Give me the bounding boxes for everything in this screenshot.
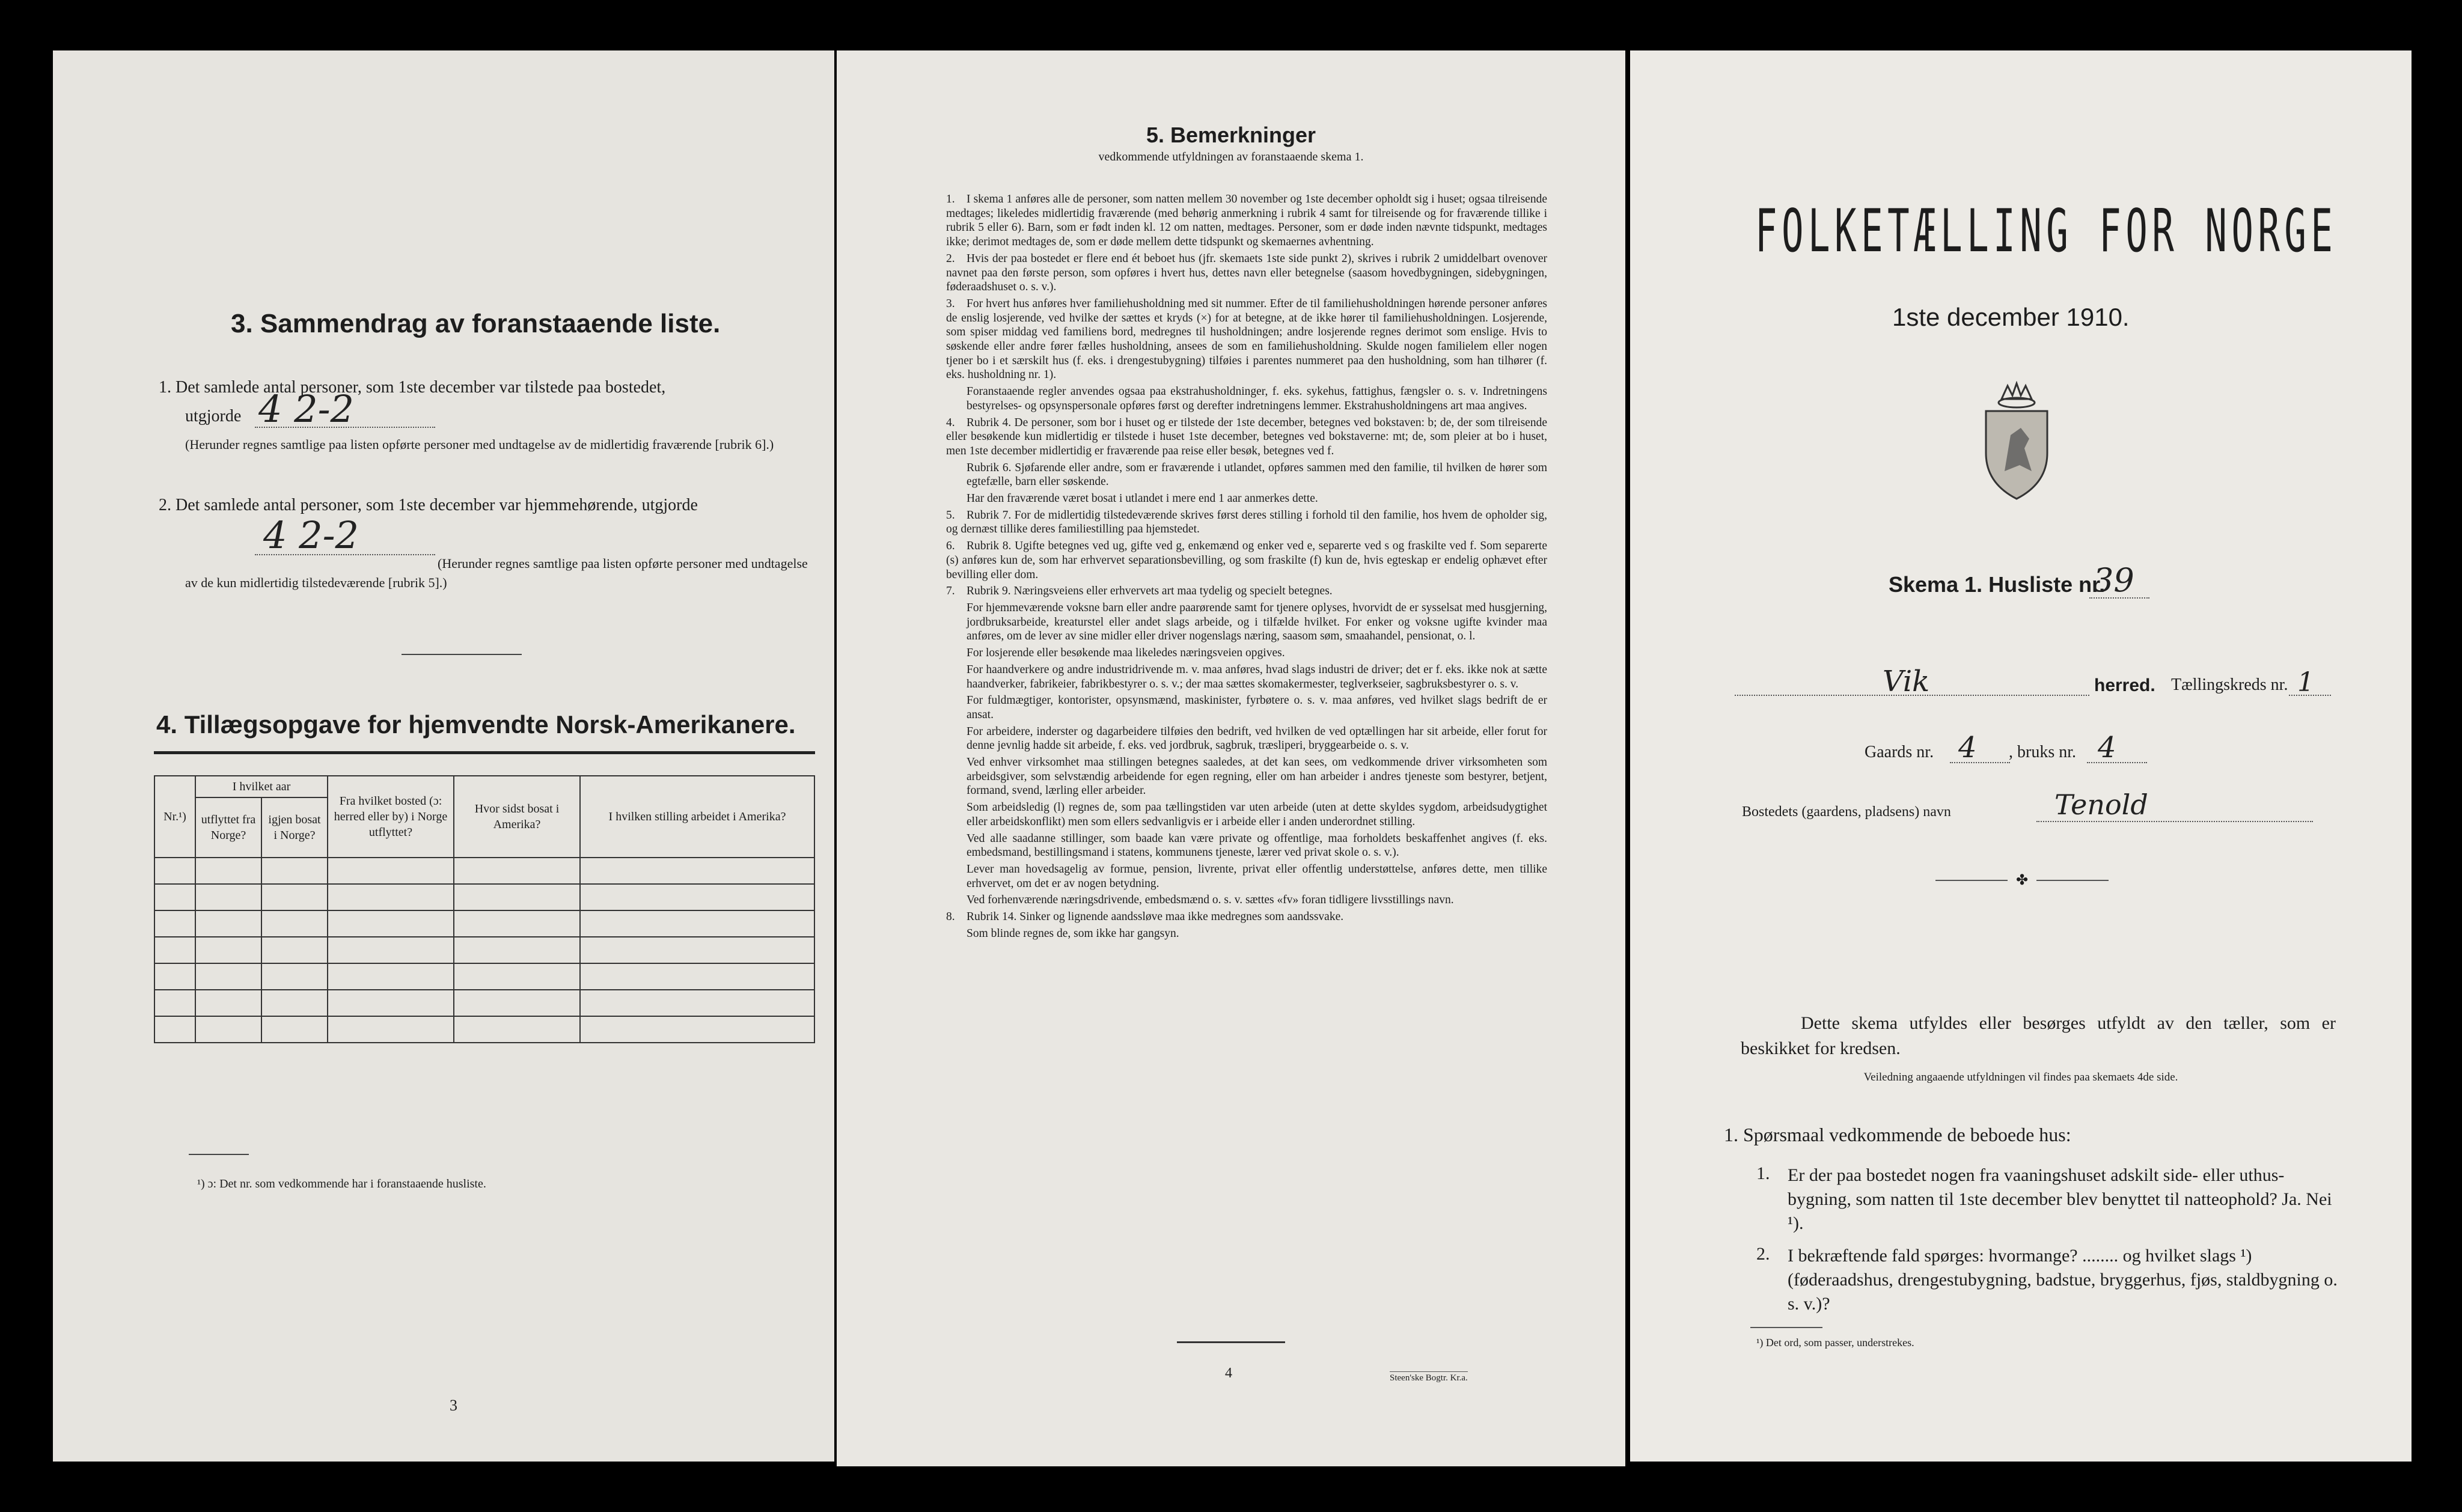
kreds-line bbox=[2289, 695, 2331, 696]
table-cell bbox=[195, 1016, 261, 1043]
table-cell bbox=[580, 963, 814, 990]
remark-6: 6. Rubrik 8. Ugifte betegnes ved ug, gifte ved g, enkemænd og enker ved e, separerte ved s og fraskilte ved f. Som separerte (s) anføres kun de, som har erhvervet separationsbevilling, og som fraskilte (f) kun de, hvis egteskap er endelig ophævet efter bevilling eller dom. bbox=[946, 540, 1547, 581]
remark-7-cont: Ved enhver virksomhet maa stillingen betegnes saaledes, at det kan sees, om vedkommende driver virksomheten som arbeidsgiver, som selvstændig arbeidende for egen regning, eller om han arbeider i andres tjeneste som bestyrer, betjent, formand, svend, lærling eller arbeider. bbox=[967, 756, 1547, 797]
item1-note: (Herunder regnes samtlige paa listen opførte personer med undtagelse av de midlertidig fraværende [rubrik 6].) bbox=[185, 437, 774, 452]
gaards-value: 4 bbox=[1958, 731, 1977, 764]
item2-note: (Herunder regnes samtlige paa listen opførte personer med undtagelse av de kun midlertidig tilstedeværende [rubrik 5].) bbox=[185, 556, 808, 590]
remark-1: 1. I skema 1 anføres alle de personer, som natten mellem 30 november og 1ste december opholdt sig i huset; ogsaa tilreisende medtages; likeledes midlertidig fraværende (med behørig anmerkning i rubrik 4 samt for tilreisende og for fraværende tillike i rubrik 5 eller 6). Barn, som er født inden kl. 12 om natten, medtages. Personer, som er døde inden nævnte tidspunkt, medtages ikke; derimot medtages de, som er døde mellem dette tidspunkt og skemaernes avhentning. bbox=[946, 193, 1547, 249]
gaards-label: Gaards nr. bbox=[1865, 743, 1934, 761]
table-cell bbox=[154, 884, 195, 910]
table-cell bbox=[328, 963, 454, 990]
herred-value: Vik bbox=[1883, 665, 1930, 698]
col-fra-bosted: Fra hvilket bosted (ɔ: herred eller by) i Norge utflyttet? bbox=[328, 776, 454, 858]
col-nr: Nr.¹) bbox=[154, 776, 195, 858]
table-cell bbox=[154, 858, 195, 884]
bruks-value: 4 bbox=[2098, 731, 2116, 764]
section3-title: 3. Sammendrag av foranstaaende liste. bbox=[231, 309, 721, 338]
page-number: 3 bbox=[450, 1397, 457, 1414]
remarks-subtitle: vedkommende utfyldningen av foranstaaende skema 1. bbox=[1098, 150, 1364, 163]
remark-7-cont: Lever man hovedsagelig av formue, pension, livrente, privat eller offentlig understøttelse, anføres dette, men tillike erhvervet, om det er av nogen betydning. bbox=[967, 862, 1547, 890]
table-cell bbox=[580, 858, 814, 884]
veiledning-text: Veiledning angaaende utfyldningen vil findes paa skemaets 4de side. bbox=[1863, 1071, 2178, 1084]
table-cell bbox=[195, 937, 261, 963]
remark-7-cont: Ved forhenværende næringsdrivende, embedsmænd o. s. v. sættes «fv» foran tidligere livsstillings navn. bbox=[967, 894, 1454, 907]
remark-4: 4. Rubrik 4. De personer, som bor i huset og er tilstede der 1ste december, betegnes ved bokstaven: b; de, der som tilreisende eller besøkende kun midlertidig er tilstede i huset 1ste december, betegnes ved bokstaverne: mt; de, som pleier at bo i huset, men 1ste december midlertidig er fraværende paa reise eller besøk, betegnes ved f. bbox=[946, 416, 1547, 457]
remark-7-cont: For fuldmægtiger, kontorister, opsynsmænd, maskinister, fyrbøtere o. s. v. maa anføres, ved hvilket slags bedrift de er ansat. bbox=[967, 694, 1547, 721]
page-left bbox=[53, 50, 834, 1462]
col-sidst-bosat: Hvor sidst bosat i Amerika? bbox=[454, 776, 580, 858]
table-cell bbox=[328, 1016, 454, 1043]
divider bbox=[402, 654, 522, 655]
item2-value: 4 2-2 bbox=[263, 513, 359, 557]
intro-text: Dette skema utfyldes eller besørges utfyldt av den tæller, som er beskikket for kredsen. bbox=[1741, 1013, 2336, 1058]
table-cell bbox=[261, 937, 328, 963]
table-cell bbox=[454, 990, 580, 1016]
remark-7-cont: For arbeidere, inderster og dagarbeidere tilføies den bedrift, ved hvilken de ved optællingen har sit arbeide, eller forut for denne jevnlig hadde sit arbeide, f. eks. ved jordbruk, sagbruk, træsliperi, bryggearbeide o. s. v. bbox=[967, 725, 1547, 752]
q1-text: Er der paa bostedet nogen fra vaaningshuset adskilt side- eller uthus-bygning, som natten til 1ste december blev benyttet til natteophold? Ja. Nei ¹). bbox=[1788, 1165, 2332, 1233]
bosted-line bbox=[2036, 821, 2313, 822]
remark-7-cont: For hjemmeværende voksne barn eller andre paarørende samt for tjenere oplyses, hvorvidt de er sysselsat med husgjerning, jordbruksarbeide, kreaturstel eller andet slags arbeide, og i tilfælde hvilket. For enker og voksne ugifte kvinder maa anføres, om de lever av sine midler eller driver nogenslags næring, saasom søm, smaahandel, pensionat, o. l. bbox=[967, 601, 1547, 643]
remark-7-cont: For haandverkere og andre industridrivende m. v. maa anføres, hvad slags industri de driver; det er f. eks. ikke nok at sætte haandverker, fabrikeier, fabrikbestyrer o. s. v.; der maa sættes skomakermester, teglverkseier, sagbruksbestyrer o. s. v. bbox=[967, 663, 1547, 690]
table-cell bbox=[454, 937, 580, 963]
ornament-icon: ✤ bbox=[2016, 873, 2029, 888]
remarks-list bbox=[946, 192, 1547, 943]
table-cell bbox=[154, 910, 195, 937]
census-date: 1ste december 1910. bbox=[1892, 303, 2130, 331]
table-cell bbox=[328, 858, 454, 884]
table-cell bbox=[454, 963, 580, 990]
table-cell bbox=[261, 858, 328, 884]
col-group-aar: I hvilket aar bbox=[195, 776, 328, 797]
q2-number: 2. bbox=[1756, 1244, 1770, 1264]
remark-3-cont: Foranstaaende regler anvendes ogsaa paa ekstrahusholdninger, f. eks. sykehus, fattighus, fængsler o. s. v. Indretningens bestyrelses- og opsynspersonale opføres først og derefter indretningens lemmer. Ekstrahusholdningens art maa angives. bbox=[967, 385, 1547, 412]
questions-header: 1. Spørsmaal vedkommende de beboede hus: bbox=[1724, 1124, 2071, 1145]
table-cell bbox=[154, 963, 195, 990]
table-cell bbox=[195, 884, 261, 910]
section4-title: 4. Tillægsopgave for hjemvendte Norsk-Amerikanere. bbox=[156, 710, 796, 739]
table-cell bbox=[261, 990, 328, 1016]
remark-8-cont: Som blinde regnes de, som ikke har gangsyn. bbox=[967, 927, 1179, 940]
footnote: ¹) Det ord, som passer, understrekes. bbox=[1756, 1337, 1914, 1349]
remark-7-cont: For losjerende eller besøkende maa likeledes næringsveien opgives. bbox=[967, 647, 1285, 660]
coat-of-arms-icon bbox=[1978, 381, 2056, 501]
table-cell bbox=[261, 1016, 328, 1043]
ornament-right bbox=[2036, 880, 2109, 881]
ornament-left bbox=[1935, 880, 2008, 881]
table-top-rule bbox=[154, 751, 815, 754]
herred-label: herred. bbox=[2094, 675, 2155, 695]
item1-utgjorde-label: utgjorde bbox=[185, 407, 242, 425]
census-title: FOLKETÆLLING FOR NORGE bbox=[1755, 197, 2338, 266]
item1-value: 4 2-2 bbox=[258, 387, 354, 431]
bruks-label: , bruks nr. bbox=[2009, 743, 2076, 761]
footnote-rule bbox=[189, 1154, 249, 1155]
bosted-value: Tenold bbox=[2054, 788, 2148, 821]
table-cell bbox=[580, 884, 814, 910]
kreds-value: 1 bbox=[2297, 667, 2314, 698]
item1-value-line bbox=[255, 427, 435, 428]
table-cell bbox=[580, 937, 814, 963]
remark-4-cont2: Har den fraværende været bosat i utlandet i mere end 1 aar anmerkes dette. bbox=[967, 492, 1318, 505]
page-middle bbox=[837, 50, 1625, 1466]
col-igjen: igjen bosat i Norge? bbox=[261, 797, 328, 858]
item2-text: 2. Det samlede antal personer, som 1ste december var hjemmehørende, utgjorde bbox=[159, 496, 698, 514]
table-cell bbox=[580, 910, 814, 937]
kreds-label: Tællingskreds nr. bbox=[2171, 675, 2288, 694]
table-cell bbox=[328, 937, 454, 963]
table-cell bbox=[261, 963, 328, 990]
table-cell bbox=[195, 990, 261, 1016]
table-cell bbox=[328, 884, 454, 910]
table-cell bbox=[454, 910, 580, 937]
printer-imprint: Steen'ske Bogtr. Kr.a. bbox=[1390, 1371, 1468, 1383]
table-cell bbox=[154, 937, 195, 963]
remark-7-cont: Som arbeidsledig (l) regnes de, som paa tællingstiden var uten arbeide (uten at dette skyldes sygdom, arbeidsudygtighet eller arbeidskonflikt) men som ellers sedvanligvis er i arbeide eller i anden underordnet stilling. bbox=[967, 801, 1547, 828]
table-cell bbox=[580, 990, 814, 1016]
footnote: ¹) ɔ: Det nr. som vedkommende har i foranstaaende husliste. bbox=[197, 1177, 486, 1190]
page-right bbox=[1630, 50, 2412, 1462]
norsk-amerikanere-table bbox=[154, 775, 815, 1043]
remarks-title: 5. Bemerkninger bbox=[1146, 123, 1316, 147]
table-cell bbox=[195, 963, 261, 990]
q2-text: I bekræftende fald spørges: hvormange? ........ og hvilket slags ¹) (føderaadshus, drengestubygning, badstue, bryggerhus, fjøs, staldbygning o. s. v.)? bbox=[1788, 1246, 2338, 1314]
remark-7-cont: Ved alle saadanne stillinger, som baade kan være private og offentlige, maa forholdets beskaffenhet angives (f. eks. embedsmand, bestillingsmand i statens, kommunens tjeneste, lærer ved privat skole o. s. v.). bbox=[967, 832, 1547, 859]
husliste-nr: 39 bbox=[2093, 561, 2134, 599]
table-cell bbox=[328, 910, 454, 937]
table-cell bbox=[261, 884, 328, 910]
table-cell bbox=[328, 990, 454, 1016]
bruks-line bbox=[2087, 762, 2147, 763]
footnote-rule bbox=[1750, 1327, 1822, 1328]
schema-label: Skema 1. Husliste nr. bbox=[1889, 572, 2106, 597]
remark-4-cont: Rubrik 6. Sjøfarende eller andre, som er fraværende i utlandet, opføres sammen med den familie, til hvilken de hører som egtefælle, barn eller søskende. bbox=[967, 461, 1547, 489]
page-number: 4 bbox=[1225, 1365, 1232, 1381]
remark-8: 8. Rubrik 14. Sinker og lignende aandssløve maa ikke medregnes som aandssvake. bbox=[946, 910, 1344, 924]
gaards-line bbox=[1950, 762, 2010, 763]
bosted-label: Bostedets (gaardens, pladsens) navn bbox=[1742, 804, 1951, 820]
table-cell bbox=[261, 910, 328, 937]
table-cell bbox=[154, 990, 195, 1016]
end-rule bbox=[1177, 1341, 1285, 1343]
table-cell bbox=[154, 1016, 195, 1043]
table-cell bbox=[454, 884, 580, 910]
husliste-line bbox=[2089, 597, 2149, 599]
remark-7: 7. Rubrik 9. Næringsveiens eller erhvervets art maa tydelig og specielt betegnes. bbox=[946, 585, 1333, 598]
item1-text: 1. Det samlede antal personer, som 1ste december var tilstede paa bostedet, bbox=[159, 378, 666, 397]
table-cell bbox=[454, 1016, 580, 1043]
remark-3: 3. For hvert hus anføres hver familiehusholdning med sit nummer. Efter de til familiehusholdningen hørende personer anføres de enslig losjerende, ved hvilke der sættes et kryds (×) for at betegne, at de ikke hører til familiehusholdningen. Losjerende, som spiser middag ved familiens bord, medregnes til husholdningen; andre losjerende regnes derimot som enslige. Hvis to søskende eller andre fører fælles husholdning, ansees de som en familiehusholdning. Skulde nogen familielem eller nogen tjener bo i et særskilt hus (f. eks. i drengestubygning) tilføies i parentes nummeret paa den husholdning, som han tilhører (f. eks. husholdning nr. 1). bbox=[946, 297, 1547, 382]
q1-number: 1. bbox=[1756, 1163, 1770, 1183]
table-cell bbox=[580, 1016, 814, 1043]
remark-5: 5. Rubrik 7. For de midlertidig tilstedeværende skrives først deres stilling i forhold til den familie, hos hvem de opholder sig, og dernæst tillike deres familiestilling paa hjemstedet. bbox=[946, 508, 1547, 536]
table-cell bbox=[195, 858, 261, 884]
table-cell bbox=[454, 858, 580, 884]
table-cell bbox=[195, 910, 261, 937]
remark-2: 2. Hvis der paa bostedet er flere end ét beboet hus (jfr. skemaets 1ste side punkt 2), skrives i rubrik 2 umiddelbart ovenover navnet paa den første person, som opføres i hvert hus, dettes navn eller betegnelse (saasom hovedbygningen, sidebygningen, føderaadshuset o. s. v.). bbox=[946, 252, 1547, 294]
col-stilling: I hvilken stilling arbeidet i Amerika? bbox=[580, 776, 814, 858]
col-utflyttet: utflyttet fra Norge? bbox=[195, 797, 261, 858]
